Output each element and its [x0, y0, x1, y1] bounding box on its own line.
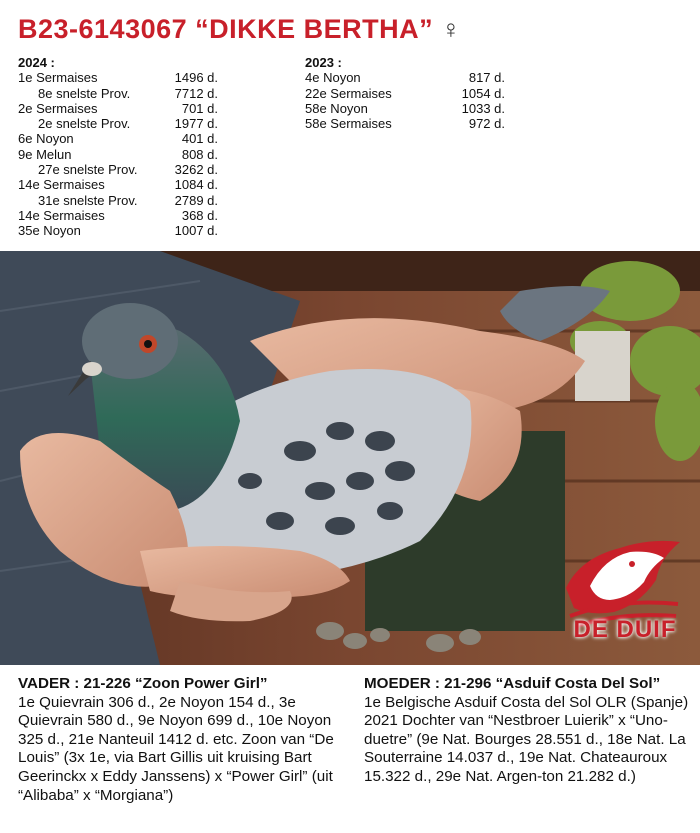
result-value: 1496 d. [174, 70, 218, 86]
father-pedigree [18, 675, 348, 805]
result-place: 6e Noyon [18, 131, 74, 147]
result-row [18, 147, 218, 162]
result-place: 2e Sermaises [18, 100, 98, 116]
result-row [305, 101, 505, 116]
result-row [18, 116, 218, 131]
result-value: 1033 d. [461, 100, 505, 116]
result-value: 808 d. [181, 146, 218, 162]
results-2024 [18, 55, 218, 239]
result-row [18, 131, 218, 146]
result-value: 1977 d. [174, 116, 218, 132]
female-symbol-icon: ♀ [441, 14, 462, 44]
result-place: 14e Sermaises [18, 177, 105, 193]
result-value: 1084 d. [174, 177, 218, 193]
result-row [305, 116, 505, 131]
result-place: 22e Sermaises [305, 85, 392, 101]
result-value: 1007 d. [174, 223, 218, 239]
result-value: 1054 d. [461, 85, 505, 101]
year-heading: 2023 : [305, 55, 342, 70]
result-place: 58e Sermaises [305, 116, 392, 132]
father-heading: VADER : 21-226 “Zoon Power Girl” [18, 675, 268, 692]
result-place: 14e Sermaises [18, 207, 105, 223]
page-title [18, 14, 461, 45]
result-row [305, 86, 505, 101]
result-place: 4e Noyon [305, 70, 361, 86]
result-place: 58e Noyon [305, 100, 368, 116]
result-value: 3262 d. [174, 162, 218, 178]
result-place: 9e Melun [18, 146, 72, 162]
result-place: 1e Sermaises [18, 70, 98, 86]
result-place: 35e Noyon [18, 223, 81, 239]
result-row [18, 101, 218, 116]
de-duif-logo-text: DE DUIF [573, 616, 677, 643]
mother-pedigree [364, 675, 690, 787]
result-place: 2e snelste Prov. [38, 116, 131, 132]
year-heading: 2024 : [18, 55, 55, 70]
father-description: 1e Quievrain 306 d., 2e Noyon 154 d., 3e Quievrain 580 d., 9e Noyon 699 d., 10e Noyon 325 d., 21e Nanteuil 1412 d. etc. Zoon van “De Louis” (3x 1e, via Bart Gillis uit kruising Bart Geerinckx x Eddy Janssens) x “Power Girl” (uit “Alibaba” x “Morgiana”) [18, 693, 334, 804]
result-row [305, 70, 505, 85]
result-value: 701 d. [181, 100, 218, 116]
result-value: 401 d. [181, 131, 218, 147]
result-row [18, 177, 218, 192]
result-place: 31e snelste Prov. [38, 192, 138, 208]
result-value: 7712 d. [174, 85, 218, 101]
results-2023 [305, 55, 505, 131]
result-value: 817 d. [468, 70, 505, 86]
mother-heading: MOEDER : 21-296 “Asduif Costa Del Sol” [364, 675, 661, 692]
result-value: 368 d. [181, 207, 218, 223]
result-row [18, 223, 218, 238]
result-row [18, 162, 218, 177]
mother-description: 1e Belgische Asduif Costa del Sol OLR (Spanje) 2021 Dochter van “Nestbroer Luierik” x “Uno-duetre” (9e Nat. Bourges 28.551 d., 18e Nat. La Souterraine 14.037 d., 19e Nat. Chateauroux 15.322 d., 29e Nat. Argen-ton 21.282 d.) [364, 693, 689, 785]
ring-and-name: B23-6143067 “DIKKE BERTHA” [18, 14, 434, 44]
result-row [18, 208, 218, 223]
result-place: 27e snelste Prov. [38, 162, 138, 178]
result-value: 2789 d. [174, 192, 218, 208]
result-place: 8e snelste Prov. [38, 85, 131, 101]
result-row [18, 70, 218, 85]
result-row [18, 193, 218, 208]
result-value: 972 d. [468, 116, 505, 132]
result-row [18, 86, 218, 101]
